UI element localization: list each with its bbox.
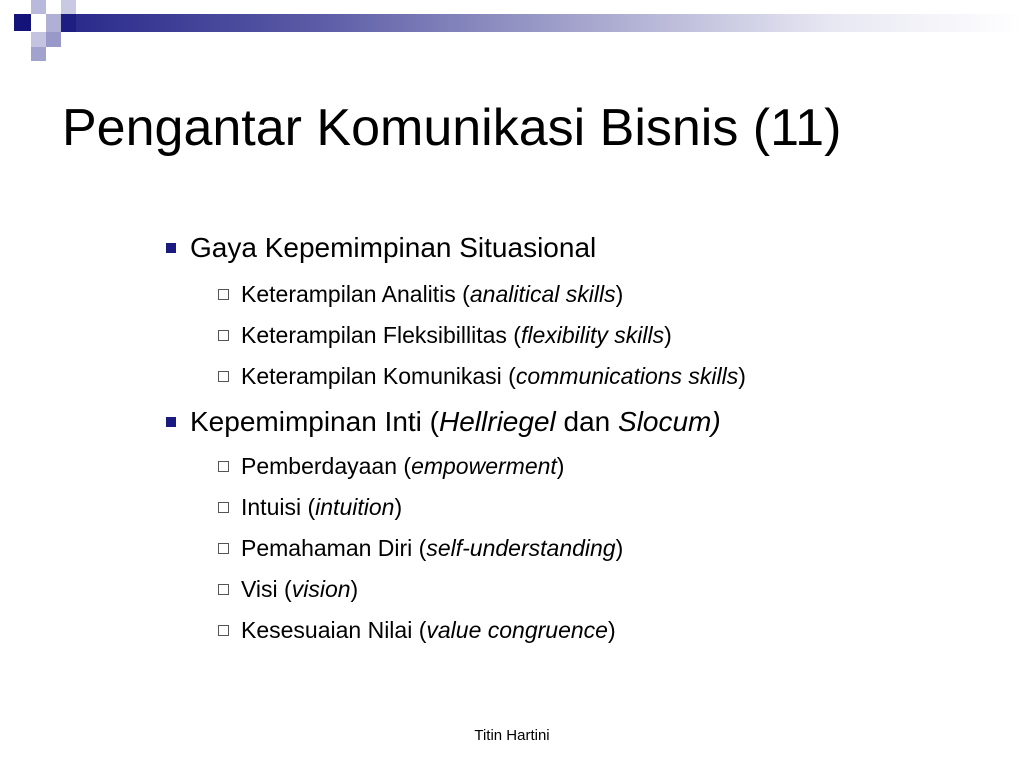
bullet-level2: Pemberdayaan (empowerment) bbox=[241, 452, 564, 480]
bullet-level2: Keterampilan Analitis (analitical skills) bbox=[241, 280, 623, 308]
hollow-square-bullet-icon bbox=[218, 543, 229, 554]
item-text: Kesesuaian Nilai bbox=[241, 617, 413, 643]
item-term: vision bbox=[291, 576, 351, 602]
bullet-level2: Keterampilan Komunikasi (communications skills) bbox=[241, 362, 746, 390]
bullet-level1 bbox=[190, 231, 596, 265]
hollow-square-bullet-icon bbox=[218, 289, 229, 300]
heading-italic: Slocum) bbox=[618, 406, 721, 437]
item-text: Keterampilan Komunikasi bbox=[241, 363, 502, 389]
bullet-level2: Intuisi (intuition) bbox=[241, 493, 402, 521]
footer-author: Titin Hartini bbox=[474, 727, 550, 744]
deco-square bbox=[31, 32, 46, 47]
item-term: flexibility skills bbox=[520, 322, 665, 348]
header-gradient-bar bbox=[76, 14, 1024, 32]
hollow-square-bullet-icon bbox=[218, 502, 229, 513]
item-term: empowerment bbox=[411, 453, 557, 479]
item-text: Keterampilan Analitis bbox=[241, 281, 456, 307]
deco-square bbox=[14, 14, 31, 31]
item-text: Intuisi bbox=[241, 494, 302, 520]
filled-square-bullet-icon bbox=[166, 417, 176, 427]
hollow-square-bullet-icon bbox=[218, 461, 229, 472]
filled-square-bullet-icon bbox=[166, 243, 176, 253]
item-text: Keterampilan Fleksibillitas bbox=[241, 322, 507, 348]
hollow-square-bullet-icon bbox=[218, 330, 229, 341]
bullet-level2: Kesesuaian Nilai (value congruence) bbox=[241, 616, 616, 644]
heading-text: dan bbox=[555, 406, 619, 437]
header-decoration bbox=[0, 0, 1024, 64]
deco-square bbox=[46, 32, 61, 47]
bullet-level2: Keterampilan Fleksibillitas (flexibility skills) bbox=[241, 321, 672, 349]
item-term: self-understanding bbox=[426, 535, 616, 561]
deco-square bbox=[61, 0, 76, 14]
slide-footer bbox=[0, 727, 1024, 744]
item-text: Pemahaman Diri bbox=[241, 535, 413, 561]
hollow-square-bullet-icon bbox=[218, 584, 229, 595]
deco-square bbox=[61, 14, 76, 32]
item-term: intuition bbox=[315, 494, 395, 520]
hollow-square-bullet-icon bbox=[218, 371, 229, 382]
slide-title: Pengantar Komunikasi Bisnis (11) bbox=[62, 99, 842, 157]
item-term: communications skills bbox=[515, 363, 739, 389]
bullet-level2: Pemahaman Diri (self-understanding) bbox=[241, 534, 623, 562]
deco-square bbox=[46, 14, 61, 32]
heading-text: Kepemimpinan Inti ( bbox=[190, 406, 440, 437]
deco-square bbox=[31, 47, 46, 61]
bullet-level2: Visi (vision) bbox=[241, 575, 358, 603]
bullet-level1 bbox=[190, 405, 721, 439]
item-term: value congruence bbox=[426, 617, 608, 643]
item-text: Pemberdayaan bbox=[241, 453, 397, 479]
item-text: Visi bbox=[241, 576, 278, 602]
heading-italic: Hellriegel bbox=[439, 406, 556, 437]
deco-square bbox=[31, 0, 46, 14]
hollow-square-bullet-icon bbox=[218, 625, 229, 636]
item-term: analitical skills bbox=[469, 281, 616, 307]
heading-text: Gaya Kepemimpinan Situasional bbox=[190, 232, 597, 263]
